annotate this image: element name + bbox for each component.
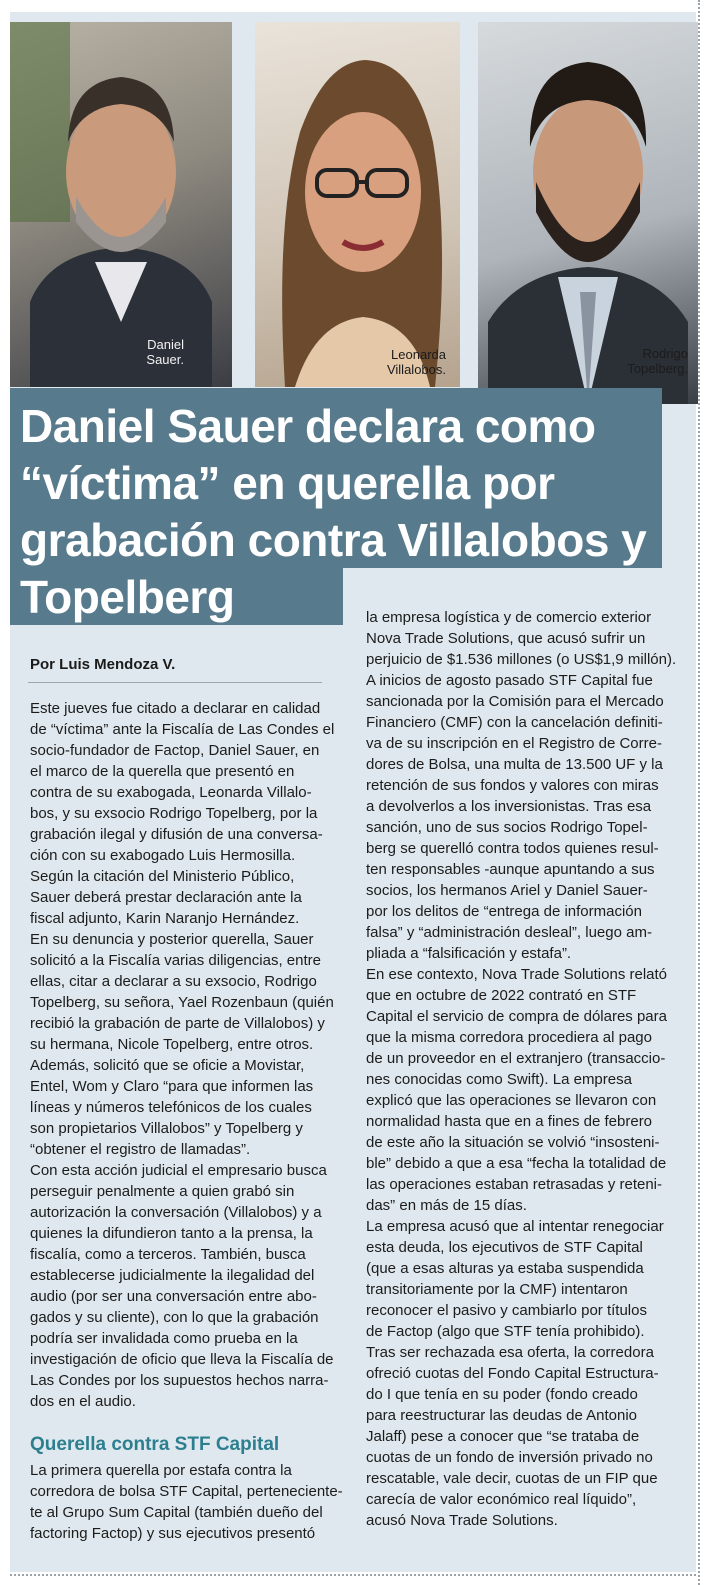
portrait-illustration bbox=[10, 22, 232, 387]
subheading: Querella contra STF Capital bbox=[30, 1434, 280, 1455]
photo-daniel-sauer bbox=[10, 22, 232, 387]
cut-line bbox=[698, 0, 700, 1585]
headline: Daniel Sauer declara como “víctima” en querella por grabación contra Villalobos y Topelberg bbox=[20, 400, 647, 623]
portrait-illustration bbox=[255, 22, 460, 387]
photo-caption: Daniel Sauer. bbox=[146, 337, 184, 367]
byline: Por Luis Mendoza V. bbox=[30, 656, 176, 673]
bottom-rule bbox=[10, 1574, 696, 1576]
article-column-1-continued: La primera querella por estafa contra la corredora de bolsa STF Capital, perteneciente- te al Grupo Sum Capital (también dueño del factoring Factop) y sus ejecutivos presentó bbox=[30, 1462, 343, 1542]
article-column-2: la empresa logística y de comercio exterior Nova Trade Solutions, que acusó sufrir un perjuicio de $1.536 millones (o US$1,9 millón). A inicios de agosto pasado STF Capital fue sancionada por la Comisión para el Mercado Financiero (CMF) con la cancelación definiti- va de su inscripción en el Registro de Corre- dores de Bolsa, una multa de 13.500 UF y la retención de sus fondos y valores con miras a devolverlos a los inversionistas. Tras esa sanción, uno de sus socios Rodrigo Topel- berg se querelló contra todos quienes resul- ten responsables -aunque apuntando a sus socios, los hermanos Ariel y Daniel Sauer- por los delitos de “entrega de información falsa” y “administración desleal”, luego am- pliada a “falsificación y estafa”. En ese contexto, Nova Trade Solutions relató que en octubre de 2022 contrató en STF Capital el servicio de compra de dólares para que la misma corredora procediera al pago de un proveedor en el extranjero (transaccio- nes conocidas como Swift). La empresa explicó que las operaciones se llevaron con normalidad hasta que en a fines de febrero de este año la situación se volvió “insosteni- ble” debido a que a esa “fecha la totalidad de las operaciones estaban retrasadas y reteni- das” en más de 15 días. La empresa acusó que al intentar renegociar esta deuda, los ejecutivos de STF Capital (que a esas alturas ya estaba suspendida transitoriamente por la CMF) intentaron reconocer el pasivo y cambiarlo por títulos de Factop (algo que STF tenía prohibido). Tras ser rechazada esa oferta, la corredora ofreció cuotas del Fondo Capital Estructura- do I que tenía en su poder (fondo creado para reestructurar las deudas de Antonio Jalaff) pese a conocer que “se trataba de cuotas de un fondo de inversión privado no rescatable, vale decir, cuotas de un FIP que carecía de valor económico real líquido”, acusó Nova Trade Solutions. bbox=[366, 609, 677, 1529]
byline-divider bbox=[28, 682, 322, 683]
photo-leonarda-villalobos bbox=[255, 22, 460, 387]
article-column-1: Este jueves fue citado a declarar en calidad de “víctima” ante la Fiscalía de Las Condes el socio-fundador de Factop, Daniel Sauer, en el marco de la querella que presentó en contra de su exabogada, Leonarda Villalo- bos, y su exsocio Rodrigo Topelberg, por la grabación ilegal y difusión de una conversa- ción con su exabogado Luis Hermosilla. Según la citación del Ministerio Público, Sauer deberá prestar declaración ante la fiscal adjunto, Karin Naranjo Hernández. En su denuncia y posterior querella, Sauer solicitó a la Fiscalía varias diligencias, entre ellas, citar a declarar a su exsocio, Rodrigo Topelberg, su señora, Yael Rozenbaun (quién recibió la grabación de parte de Villalobos) y su hermana, Nicole Topelberg, entre otros. Además, solicitó que se oficie a Movistar, Entel, Wom y Claro “para que informen las líneas y números telefónicos de los cuales son propietarios Villalobos” y Topelberg y “obtener el registro de llamadas”. Con esta acción judicial el empresario busca perseguir penalmente a quien grabó sin autorización la conversación (Villalobos) y a quienes la difundieron tanto a la prensa, la fiscalía, como a terceros. También, busca establecerse judicialmente la ilegalidad del audio (por ser una conversación entre abo- gados y su cliente), con lo que la grabación podría ser invalidada como prueba en la investigación de oficio que lleva la Fiscalía de Las Condes por los supuestos hechos narra- dos en el audio. bbox=[30, 700, 335, 1410]
photo-caption: Rodrigo Topelberg. bbox=[627, 346, 688, 376]
photo-caption: Leonarda Villalobos. bbox=[386, 347, 446, 377]
photo-rodrigo-topelberg bbox=[478, 22, 698, 404]
